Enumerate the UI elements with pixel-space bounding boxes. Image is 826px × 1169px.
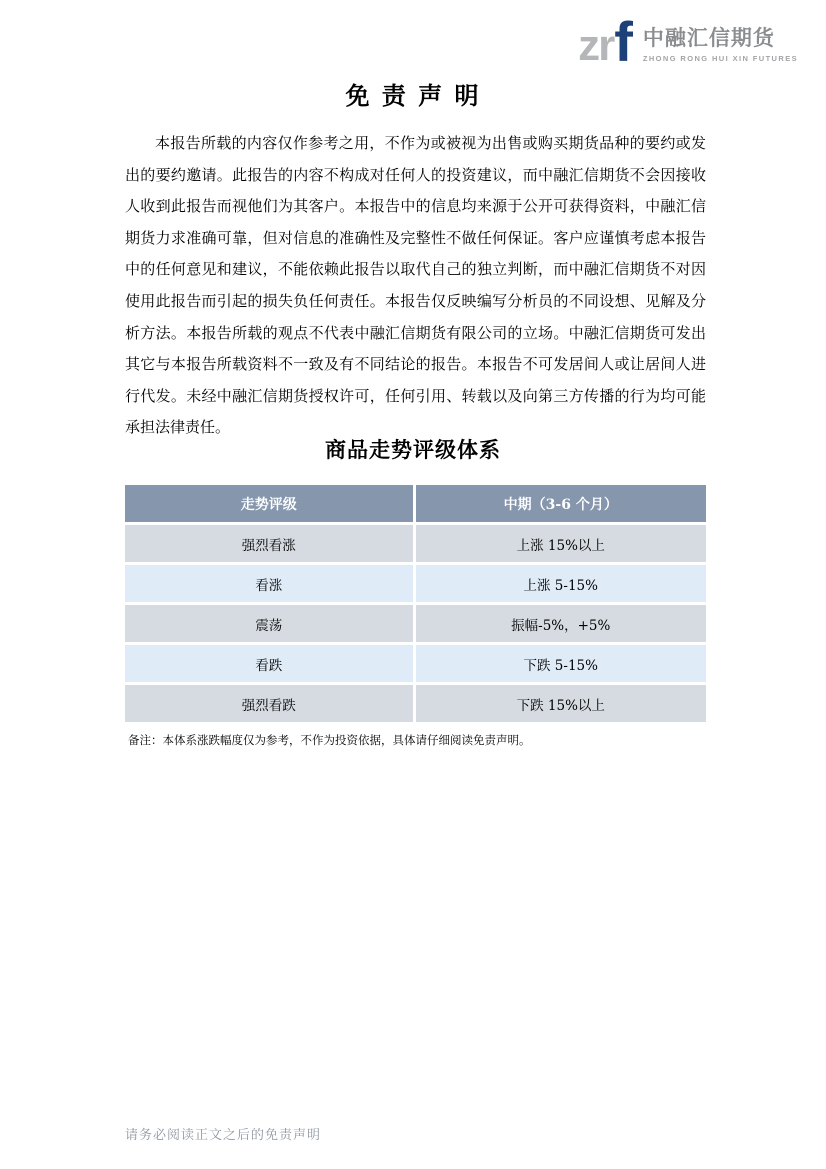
rating-cell: 震荡 [125, 605, 413, 642]
rating-table-header-midterm: 中期（3-6 个月） [416, 485, 707, 522]
table-row [125, 605, 706, 642]
rating-cell: 强烈看涨 [125, 525, 413, 562]
rating-table-header-row [125, 485, 706, 522]
table-row [125, 645, 706, 682]
table-row [125, 525, 706, 562]
logo-names [643, 27, 798, 62]
range-cell: 下跌 5-15% [416, 645, 707, 682]
range-cell: 振幅-5%，+5% [416, 605, 707, 642]
table-row [125, 685, 706, 722]
rating-section-title: 商品走势评级体系 [325, 439, 501, 462]
company-logo [578, 10, 798, 73]
logo-letters-zr: zr [578, 21, 614, 70]
disclaimer-paragraph: 本报告所载的内容仅作参考之用，不作为或被视为出售或购买期货品种的要约或发出的要约邀请。此报告的内容不构成对任何人的投资建议，而中融汇信期货不会因接收人收到此报告而视他们为其客户。本报告中的信息均来源于公开可获得资料，中融汇信期货力求准确可靠，但对信息的准确性及完整性不做任何保证。客户应谨慎考虑本报告中的任何意见和建议，不能依赖此报告以取代自己的独立判断，而中融汇信期货不对因使用此报告而引起的损失负任何责任。本报告仅反映编写分析员的不同设想、见解及分析方法。本报告所载的观点不代表中融汇信期货有限公司的立场。中融汇信期货可发出其它与本报告所载资料不一致及有不同结论的报告。本报告不可发居间人或让居间人进行代发。未经中融汇信期货授权许可，任何引用、转载以及向第三方传播的行为均可能承担法律责任。 [125, 134, 706, 437]
logo-letter-f: f [614, 10, 633, 73]
range-cell: 下跌 15%以上 [416, 685, 707, 722]
rating-table-header-rating: 走势评级 [125, 485, 413, 522]
rating-table [125, 485, 706, 722]
range-cell: 上涨 5-15% [416, 565, 707, 602]
company-name-cn: 中融汇信期货 [642, 27, 775, 51]
company-name-en: ZHONG RONG HUI XIN FUTURES [642, 53, 798, 63]
rating-cell: 看跌 [125, 645, 413, 682]
rating-cell: 看涨 [125, 565, 413, 602]
rating-table-note: 备注：本体系涨跌幅度仅为参考，不作为投资依据，具体请仔细阅读免责声明。 [128, 733, 531, 747]
page-title: 免 责 声 明 [345, 81, 481, 110]
table-row [125, 565, 706, 602]
range-cell: 上涨 15%以上 [416, 525, 707, 562]
footer-disclaimer-reminder: 请务必阅读正文之后的免责声明 [125, 1128, 322, 1143]
logo-zrf-mark [578, 10, 633, 73]
rating-cell: 强烈看跌 [125, 685, 413, 722]
